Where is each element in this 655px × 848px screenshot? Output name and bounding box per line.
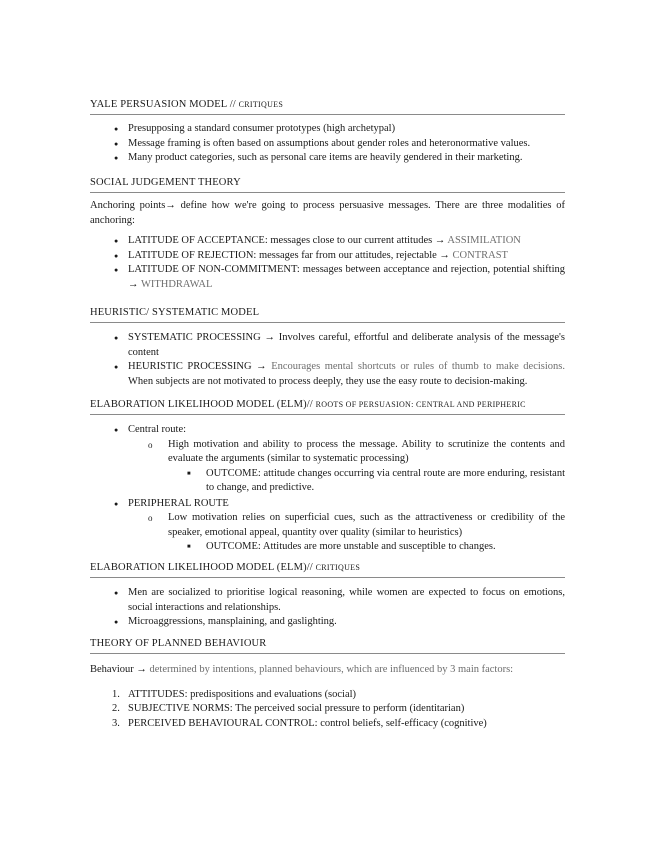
section-heading: SOCIAL JUDGEMENT THEORY <box>90 176 565 193</box>
section-social-judgement <box>90 176 565 292</box>
arrow-icon: → <box>434 235 446 246</box>
list-item: ● Men are socialized to prioritise logical reasoning, while women are expected to focus on emotions, social interactions and relationships. <box>90 586 565 615</box>
section-elm-critiques <box>90 561 565 630</box>
list-item: ● Many product categories, such as personal care items are heavily gendered in their marketing. <box>90 151 565 166</box>
heading-smallcaps: ROOTS OF PERSUASION: CENTRAL AND PERIPHERIC <box>315 400 526 409</box>
numbered-item: 2. SUBJECTIVE NORMS: The perceived social pressure to perform (identitarian) <box>112 703 465 714</box>
list-item: ● Presupposing a standard consumer prototypes (high archetypal) <box>90 122 565 137</box>
sub-list-item: o Low motivation relies on superficial cues, such as the attractiveness or credibility of the speaker, emotional appeal, quantity over quality (similar to heuristics) <box>90 511 565 540</box>
list-item: ● Microaggressions, mansplaining, and gaslighting. <box>90 615 565 630</box>
list-item: ● Message framing is often based on assumptions about gender roles and heteronormative values. <box>90 137 565 152</box>
heading-smallcaps: CRITIQUES <box>315 563 361 572</box>
arrow-icon: → <box>165 200 176 211</box>
list-item: ● PERIPHERAL ROUTE <box>90 497 565 512</box>
arrow-icon: → <box>256 361 267 372</box>
section-heading: ELABORATION LIKELIHOOD MODEL (ELM)// CRITIQUES <box>90 561 565 578</box>
section-heading: YALE PERSUASION MODEL // CRITIQUES <box>90 98 565 115</box>
heading-smallcaps: CRITIQUES <box>238 100 284 109</box>
list-item: ● SYSTEMATIC PROCESSING → Involves careful, effortful and deliberate analysis of the message's content <box>90 331 565 360</box>
section-heading: THEORY OF PLANNED BEHAVIOUR <box>90 637 565 654</box>
sub-list-item: o High motivation and ability to process the message. Ability to scrutinize the contents and evaluate the arguments (similar to systematic processing) <box>90 438 565 467</box>
paragraph: Anchoring points→ define how we're going to process persuasive messages. There are three modalities of anchoring: <box>90 200 566 226</box>
arrow-icon: → <box>128 278 139 290</box>
numbered-item: 1. ATTITUDES: predispositions and evaluations (social) <box>112 688 357 700</box>
sub-sub-list-item: ■ OUTCOME: attitude changes occurring via central route are more enduring, resistant to change, and predictive. <box>90 467 565 496</box>
sub-sub-list-item: ■ OUTCOME: Attitudes are more unstable and susceptible to changes. <box>90 540 565 555</box>
numbered-item: 3. PERCEIVED BEHAVIOURAL CONTROL: control beliefs, self-efficacy (cognitive) <box>112 717 487 729</box>
arrow-icon: → <box>136 664 147 675</box>
section-yale-critiques <box>90 98 565 166</box>
list-item: ● LATITUDE OF REJECTION: messages far from our attitudes, rejectable → CONTRAST <box>90 249 565 264</box>
section-heading: HEURISTIC/ SYSTEMATIC MODEL <box>90 306 565 323</box>
section-planned-behaviour <box>90 637 565 731</box>
section-elm-roots <box>90 398 565 555</box>
list-item: ● LATITUDE OF ACCEPTANCE: messages close to our current attitudes → ASSIMILATION <box>90 234 565 249</box>
section-heading: ELABORATION LIKELIHOOD MODEL (ELM)// ROOTS OF PERSUASION: CENTRAL AND PERIPHERIC <box>90 398 565 415</box>
list-item: ● LATITUDE OF NON-COMMITMENT: messages between acceptance and rejection, potential shifting → WITHDRAWAL <box>90 263 565 292</box>
list-item: ● Central route: <box>90 423 565 438</box>
arrow-icon: → <box>264 332 275 343</box>
arrow-icon: → <box>439 249 450 261</box>
section-heuristic-systematic <box>90 306 565 389</box>
paragraph: Behaviour → determined by intentions, planned behaviours, which are influenced by 3 main factors: <box>90 663 565 678</box>
list-item: ● HEURISTIC PROCESSING → Encourages mental shortcuts or rules of thumb to make decisions. When subjects are not motivated to process deeply, they use the easy route to decision-making. <box>90 360 565 389</box>
